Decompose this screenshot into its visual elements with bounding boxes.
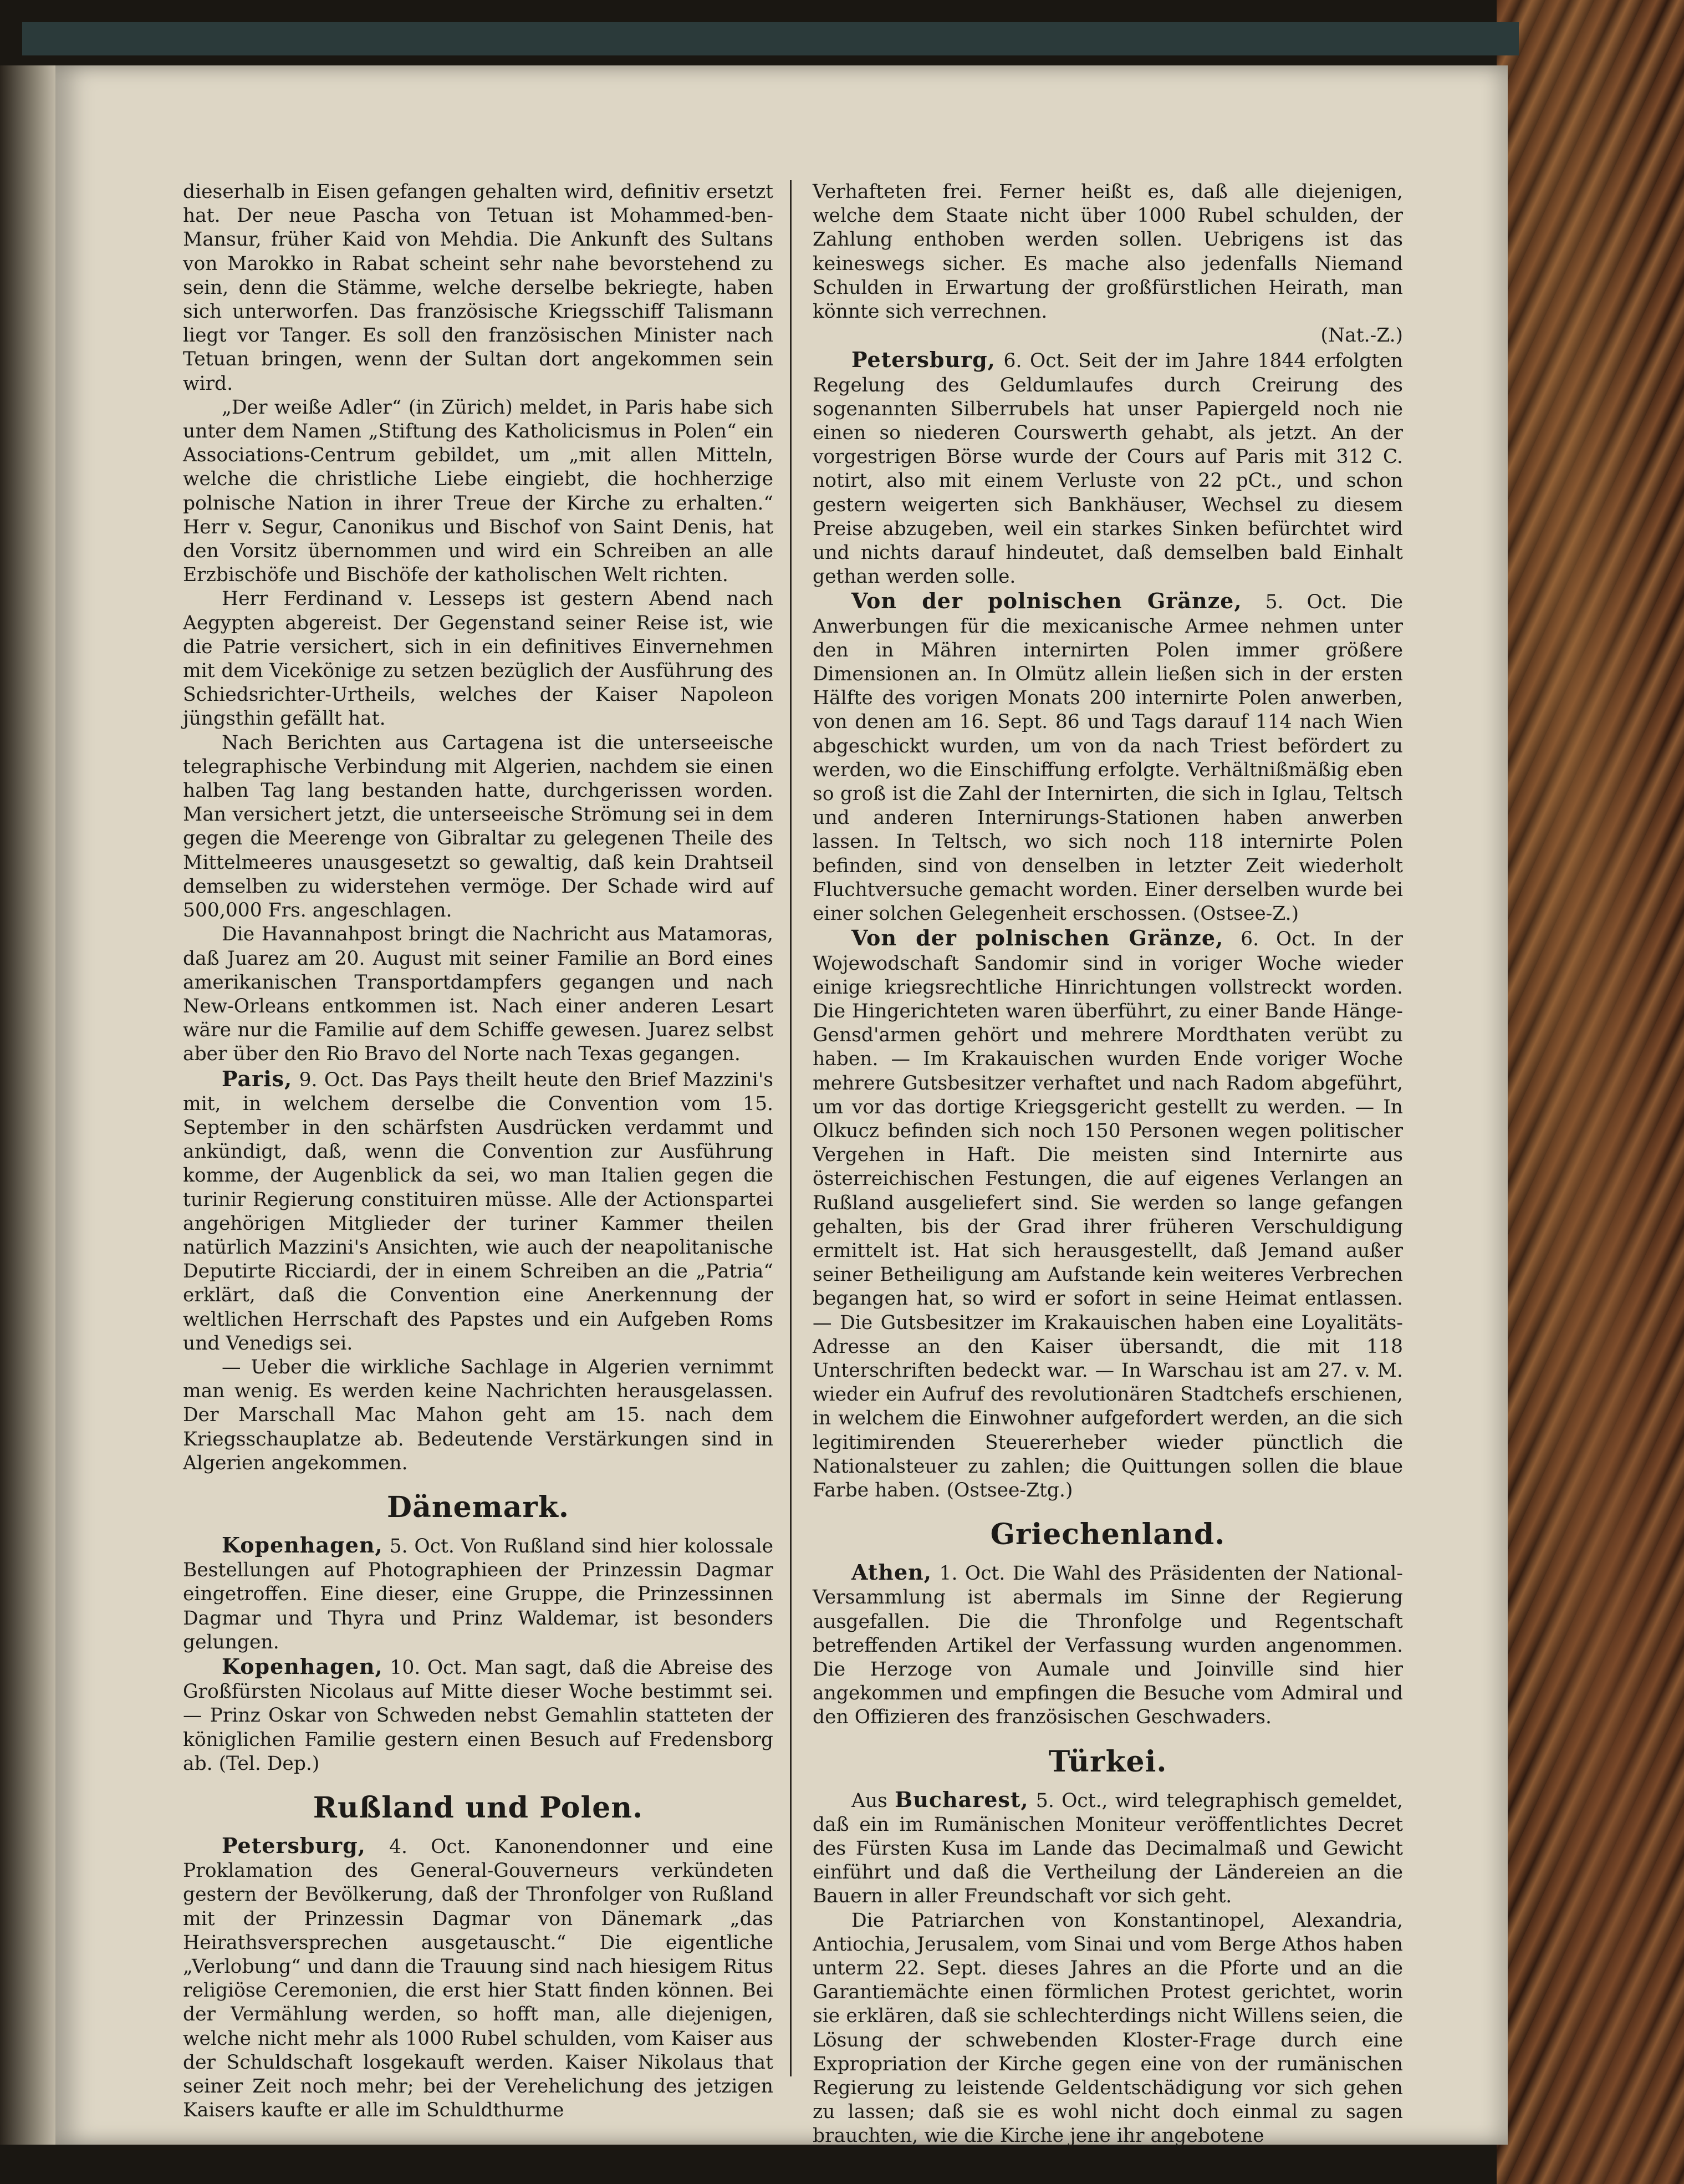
- article-petersburg-1: [183, 1834, 773, 2122]
- dateline-polnische-graenze-1: Von der polnischen Gränze,: [851, 588, 1242, 614]
- dateline-polnische-graenze-2: Von der polnischen Gränze,: [851, 925, 1224, 951]
- article-polnische-graenze-1: [813, 589, 1403, 926]
- source-nat-z: (Nat.-Z.): [1320, 324, 1403, 347]
- article-kopenhagen-1-text: 5. Oct. Von Rußland sind hier kolossale Bestellungen auf Photographieen der Prinzessin Dagmar eingetroffen. Eine dieser, eine Gruppe, die Prinzessinnen Dagmar und Thyra und Prinz Waldemar, ist besonders gelungen.: [183, 1535, 773, 1653]
- section-heading-griechenland: Griechenland.: [990, 1518, 1226, 1552]
- article-petersburg-1-text: 4. Oct. Kanonendonner und eine Proklamation des General-Gouverneurs verkündeten gestern der Bevölkerung, daß der Thronfolger von Rußland mit der Prinzessin Dagmar von Dänemark „das Heirathsversprechen ausgetauscht.“ Die eigentliche „Verlobung“ und dann die Trauung sind nach hiesigem Ritus religiöse Ceremonien, die erst hier Statt finden können. Bei der Vermählung werden, so hofft man, alle diejenigen, welche nicht mehr als 1000 Rubel schulden, vom Kaiser aus der Schuldschaft losgekauft werden. Kaiser Nikolaus that seiner Zeit noch mehr; bei der Verehelichung des jetzigen Kaisers kaufte er alle im Schuldthurme: [183, 1836, 773, 2122]
- dateline-petersburg-1: Petersburg,: [222, 1833, 366, 1858]
- article-petersburg-cont: Verhafteten frei. Ferner heißt es, daß alle diejenigen, welche dem Staate nicht über 1000 Rubel schulden, der Zahlung enthoben werden sollen. Uebrigens ist das keineswegs sicher. Es mache also jedenfalls Niemand Schulden in Erwartung der großfürstlichen Heirath, man könnte sich verrechnen.: [813, 181, 1403, 323]
- article-bucharest: [813, 1788, 1403, 1909]
- article-cartagena: Nach Berichten aus Cartagena ist die unterseeische telegraphische Verbindung mit Algerien, nachdem sie einen halben Tag lang bestanden hatte, durchgerissen worden. Man versichert jetzt, die unterseeische Strömung sei in dem gegen die Meerenge von Gibraltar zu gelegenen Theile des Mittelmeeres unausgesetzt so gewaltig, daß kein Drahtseil demselben zu widerstehen vermöge. Der Schade wird auf 500,000 Frs. angeschlagen.: [183, 731, 773, 922]
- article-kopenhagen-1: [183, 1533, 773, 1654]
- article-athen: [813, 1560, 1403, 1729]
- dateline-bucharest: Bucharest,: [895, 1786, 1029, 1812]
- article-lesseps: Herr Ferdinand v. Lesseps ist gestern Abend nach Aegypten abgereist. Der Gegenstand seiner Reise ist, wie die Patrie versichert, sich in ein definitives Einvernehmen mit dem Vicekönige zu setzen bezüglich der Ausführung des Schiedsrichter-Urtheils, welches der Kaiser Napoleon jüngsthin gefällt hat.: [183, 588, 773, 730]
- article-polnische-graenze-2-text: 6. Oct. In der Wojewodschaft Sandomir sind in voriger Woche wieder einige kriegsrechtliche Hinrichtungen vollstreckt worden. Die Hingerichteten waren überführt, zu einer Bande Hänge-Gensd'armen gehört und mehrere Mordthaten verübt zu haben. — Im Krakauischen wurden Ende voriger Woche mehrere Gutsbesitzer verhaftet und nach Radom abgeführt, um vor das dortige Kriegsgericht gestellt zu werden. — In Olkucz befinden sich noch 150 Personen wegen politischer Vergehen in Haft. Die meisten sind Internirte aus österreichischen Festungen, die auf eigenes Verlangen an Rußland ausgeliefert sind. Sie werden so lange gefangen gehalten, bis der Grad ihrer früheren Verschuldigung ermittelt ist. Hat sich herausgestellt, daß Jemand außer seiner Betheiligung am Aufstande kein weiteres Verbrechen begangen hat, so wird er sofort in seine Heimat entlassen. — Die Gutsbesitzer im Krakauischen haben eine Loyalitäts-Adresse an den Kaiser übersandt, die mit 118 Unterschriften bedeckt war. — In Warschau ist am 27. v. M. wieder ein Aufruf des revolutionären Stadtchefs erschienen, in welchem die Einwohner aufgefordert werden, an die sich legitimirenden Steuererheber wieder pünctlich die Nationalsteuer zu zahlen; die Quittungen sollen die blaue Farbe haben. (Ostsee-Ztg.): [813, 928, 1403, 1501]
- article-kopenhagen-2-text: 10. Oct. Man sagt, daß die Abreise des Großfürsten Nicolaus auf Mitte dieser Woche bestimmt sei. — Prinz Oskar von Schweden nebst Gemahlin statteten der königlichen Familie gestern einen Besuch auf Fredensborg ab. (Tel. Dep.): [183, 1656, 773, 1775]
- article-paris: [183, 1067, 773, 1356]
- article-petersburg-2: [813, 348, 1403, 589]
- article-bucharest-text: 5. Oct., wird telegraphisch gemeldet, daß ein im Rumänischen Moniteur veröffentlichtes Decret des Fürsten Kusa im Lande das Decimalmaß und Gewicht einführt und daß die Vertheilung der Ländereien an die Bauern in aller Freundschaft vor sich geht.: [813, 1789, 1403, 1908]
- article-kopenhagen-2: [183, 1654, 773, 1776]
- page-gutter-shadow: [0, 65, 61, 2145]
- dateline-kopenhagen-2: Kopenhagen,: [222, 1653, 383, 1679]
- article-morocco: dieserhalb in Eisen gefangen gehalten wird, definitiv ersetzt hat. Der neue Pascha von Tetuan ist Mohammed-ben-Mansur, früher Kaid von Mehdia. Die Ankunft des Sultans von Marokko in Rabat scheint sehr nahe bevorstehend zu sein, denn die Stämme, welche derselbe bekriegte, haben sich unterworfen. Das französische Kriegsschiff Talismann liegt vor Tanger. Es soll den französischen Minister nach Tetuan bringen, wenn der Sultan dort angekommen sein wird.: [183, 181, 773, 395]
- dateline-petersburg-2: Petersburg,: [851, 347, 996, 373]
- dateline-kopenhagen-1: Kopenhagen,: [222, 1532, 383, 1557]
- section-heading-russland: Rußland und Polen.: [313, 1791, 644, 1825]
- article-petersburg-2-text: 6. Oct. Seit der im Jahre 1844 erfolgten Regelung des Geldumlaufes durch Creirung des sogenannten Silberrubels hat unser Papiergeld noch nie einen so niederen Courswerth gehabt, als jetzt. An der vorgestrigen Börse wurde der Cours auf Paris mit 312 C. notirt, also mit einem Verluste von 22 pCt., und schon gestern weigerten sich Bankhäuser, Wechsel zu diesem Preise abzugeben, weil ein starkes Sinken befürchtet wird und nichts darauf hindeutet, daß demselben bald Einhalt gethan werden solle.: [813, 350, 1403, 588]
- column-divider: [790, 180, 792, 2076]
- article-algerien: — Ueber die wirkliche Sachlage in Algerien vernimmt man wenig. Es werden keine Nachrichten herausgelassen. Der Marschall Mac Mahon geht am 15. nach dem Kriegsschauplatze ab. Bedeutende Verstärkungen sind in Algerien angekommen.: [183, 1356, 773, 1474]
- article-paris-text: 9. Oct. Das Pays theilt heute den Brief Mazzini's mit, in welchem derselbe die Convention vom 15. September in den schärfsten Ausdrücken verdammt und ankündigt, daß, wenn die Convention zur Ausführung komme, der Augenblick da sei, wo man Italien gegen die turinir Regierung constituiren müsse. Alle der Actionspartei angehörigen Mitglieder der turiner Kammer theilen natürlich Mazzini's Ansichten, wie auch der neapolitanische Deputirte Ricciardi, der in einem Schreiben an die „Patria“ erklärt, daß die Convention eine Anerkennung der weltlichen Herrschaft des Papstes und ein Aufgeben Roms und Venedigs sei.: [183, 1068, 773, 1355]
- section-heading-tuerkei: Türkei.: [1048, 1744, 1167, 1779]
- article-athen-text: 1. Oct. Die Wahl des Präsidenten der National-Versammlung ist abermals im Sinne der Regierung ausgefallen. Die die Thronfolge und Regentschaft betreffenden Artikel der Verfassung wurden angenommen. Die Herzoge von Aumale und Joinville sind hier angekommen und empfingen die Besuche vom Admiral und den Offizieren des französischen Geschwaders.: [813, 1562, 1403, 1729]
- article-weisse-adler: „Der weiße Adler“ (in Zürich) meldet, in Paris habe sich unter dem Namen „Stiftung des Katholicismus in Polen“ ein Associations-Centrum gebildet, um „mit allen Mitteln, welche die christliche Liebe eingiebt, die hochherzige polnische Nation in ihrer Treue der Kirche zu erhalten.“ Herr v. Segur, Canonikus und Bischof von Saint Denis, hat den Vorsitz übernommen und wird ein Schreiben an alle Erzbischöfe und Bischöfe der katholischen Welt richten.: [183, 396, 773, 587]
- right-column: [813, 180, 1403, 2149]
- article-polnische-graenze-2: [813, 926, 1403, 1503]
- section-heading-daenemark: Dänemark.: [387, 1490, 569, 1524]
- book-binding: [1497, 0, 1684, 2184]
- article-patriarchen: Die Patriarchen von Konstantinopel, Alexandria, Antiochia, Jerusalem, vom Sinai und vom Berge Athos haben unterm 22. Sept. dieses Jahres an die Pforte und an die Garantiemächte einen förmlichen Protest gerichtet, worin sie erklären, daß sie schlechterdings nicht Willens seien, die Lösung der schwebenden Kloster-Frage durch eine Expropriation der Kirche gegen eine von der rumänischen Regierung zu leistende Geldentschädigung vor sich gehen zu lassen; daß sie es wohl nicht doch einmal zu sagen brauchten, wie die Kirche jene ihr angebotene: [813, 1909, 1403, 2147]
- article-polnische-graenze-1-text: 5. Oct. Die Anwerbungen für die mexicanische Armee nehmen unter den in Mähren internirten Polen immer größere Dimensionen an. In Olmütz allein ließen sich in der ersten Hälfte des vorigen Monats 200 internirte Polen anwerben, von denen am 16. Sept. 86 und Tags darauf 114 nach Wien abgeschickt wurden, um von da nach Triest befördert zu werden, wo die Einschiffung erfolgte. Verhältnißmäßig eben so groß ist die Zahl der Internirten, die sich in Iglau, Teltsch und anderen Internirungs-Stationen haben anwerben lassen. In Teltsch, wo sich noch 118 internirte Polen befinden, sind von denselben in letzter Zeit wiederholt Fluchtversuche gemacht worden. Einer derselben wurde bei einer solchen Gelegenheit erschossen. (Ostsee-Z.): [813, 591, 1403, 925]
- dateline-athen: Athen,: [851, 1560, 932, 1585]
- article-bucharest-pre: Aus: [851, 1789, 895, 1812]
- left-column: [183, 180, 773, 2122]
- article-havannahpost: Die Havannahpost bringt die Nachricht aus Matamoras, daß Juarez am 20. August mit seiner Familie an Bord eines amerikanischen Transportdampfers gegangen und nach New-Orleans entkommen ist. Nach einer anderen Lesart wäre nur die Familie auf dem Schiffe gewesen. Juarez selbst aber über den Rio Bravo del Norte nach Texas gegangen.: [183, 923, 773, 1066]
- cover-edge: [22, 22, 1519, 55]
- dateline-paris: Paris,: [222, 1066, 293, 1091]
